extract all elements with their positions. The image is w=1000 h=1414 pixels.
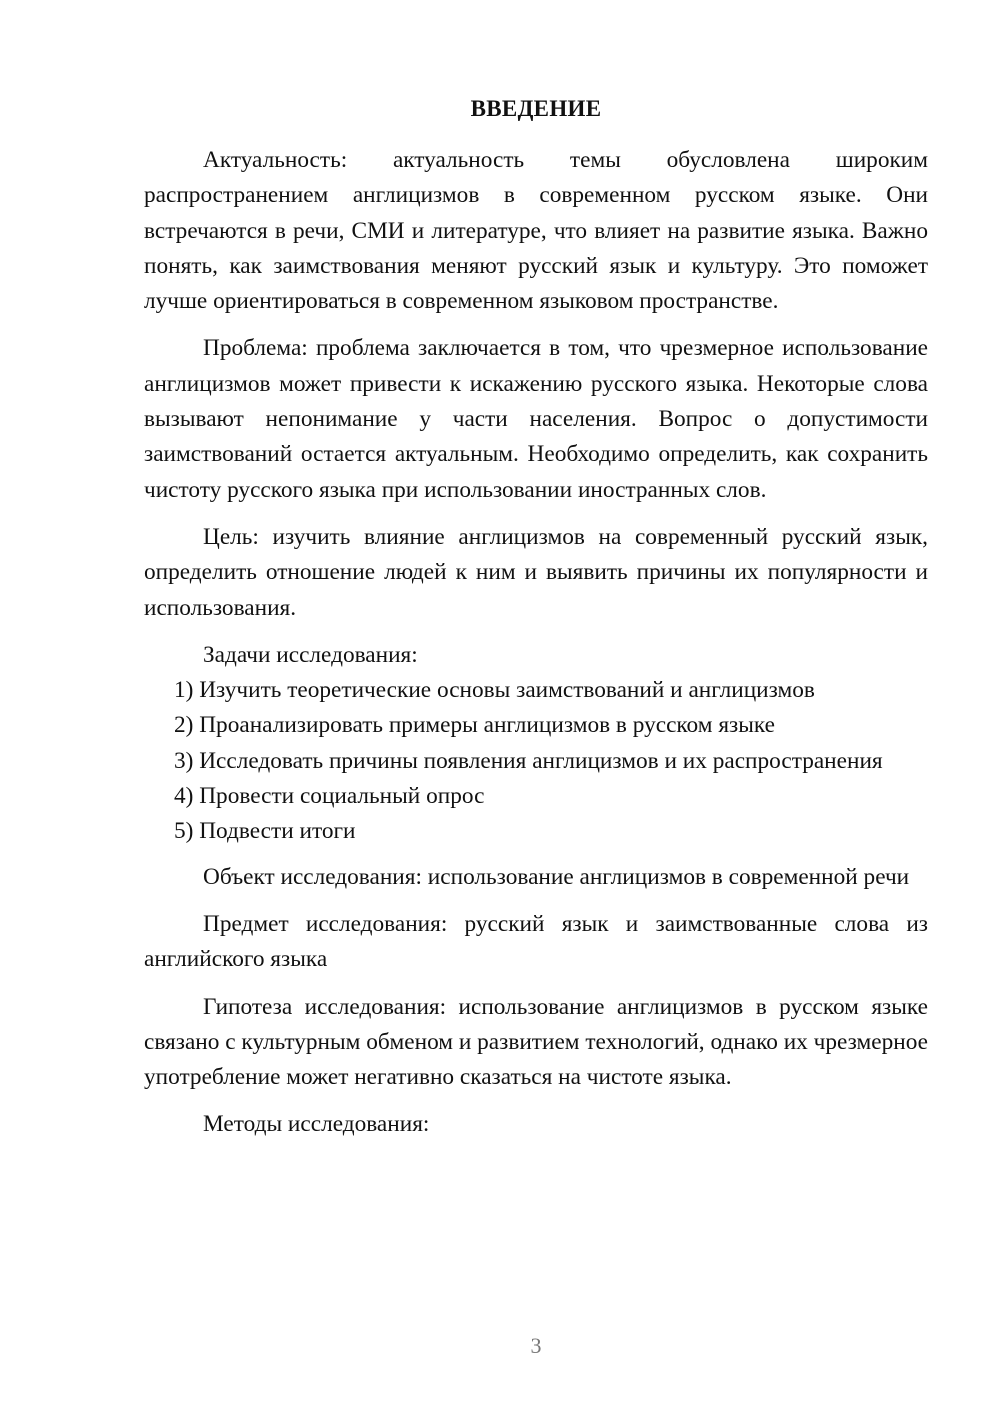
task-item-1: 1) Изучить теоретические основы заимствований и англицизмов	[174, 677, 815, 704]
paragraph-relevance: Актуальность: актуальность темы обусловлена широким распространением англицизмов в современном русском языке. Они встречаются в речи, СМИ и литературе, что влияет на развитие языка. Важно понять, как заимствования меняют русский язык и культуру. Это поможет лучше ориентироваться в современном языковом пространстве.	[144, 147, 928, 315]
document-body	[144, 143, 928, 1143]
paragraph-hypothesis: Гипотеза исследования: использование англицизмов в русском языке связано с культурным обменом и развитием технологий, однако их чрезмерное употребление может негативно сказаться на чистоте языка.	[144, 993, 928, 1091]
page-number: 3	[530, 1333, 542, 1358]
section-title: ВВЕДЕНИЕ	[470, 96, 602, 121]
paragraph-object: Объект исследования: использование англицизмов в современной речи	[203, 863, 910, 890]
task-item-5: 5) Подвести итоги	[174, 818, 356, 845]
task-item-2: 2) Проанализировать примеры англицизмов в русском языке	[174, 712, 775, 739]
paragraph-goal: Цель: изучить влияние англицизмов на современный русский язык, определить отношение людей к ним и выявить причины их популярности и использования.	[144, 523, 928, 621]
methods-heading: Методы исследования:	[203, 1111, 430, 1138]
paragraph-subject: Предмет исследования: русский язык и заимствованные слова из английского языка	[144, 910, 928, 973]
task-item-3: 3) Исследовать причины появления англицизмов и их распространения	[174, 747, 883, 774]
task-item-4: 4) Провести социальный опрос	[174, 783, 485, 810]
paragraph-problem: Проблема: проблема заключается в том, что чрезмерное использование англицизмов может привести к искажению русского языка. Некоторые слова вызывают непонимание у части населения. Вопрос о допустимости заимствований остается актуальным. Необходимо определить, как сохранить чистоту русского языка при использовании иностранных слов.	[144, 335, 928, 503]
tasks-heading: Задачи исследования:	[203, 641, 418, 668]
